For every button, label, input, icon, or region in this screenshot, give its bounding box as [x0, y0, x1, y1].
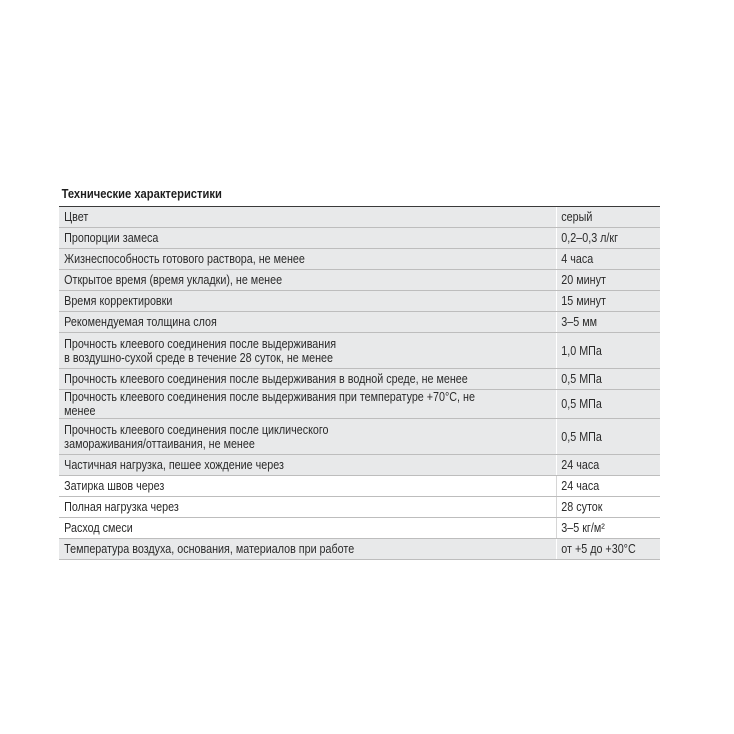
spec-value-cell: [556, 312, 660, 333]
spec-name-cell: [59, 333, 556, 369]
spec-value: 0,5 МПа: [560, 372, 602, 386]
spec-name-cell: [59, 291, 556, 312]
spec-value-cell: [556, 539, 660, 560]
spec-value-cell: [556, 249, 660, 270]
table-row: [59, 539, 660, 560]
spec-name: Прочность клеевого соединения после циклического замораживания/оттаивания, не менее: [64, 422, 329, 451]
specifications-table: [59, 207, 660, 560]
specifications-block: [59, 182, 660, 560]
spec-value: 4 часа: [560, 252, 593, 266]
spec-value-cell: [556, 419, 660, 455]
spec-value-cell: [556, 518, 660, 539]
spec-value-cell: [556, 369, 660, 390]
spec-name-cell: [59, 270, 556, 291]
spec-name: Пропорции замеса: [64, 231, 159, 245]
spec-value: 1,0 МПа: [560, 343, 602, 358]
spec-name-cell: [59, 312, 556, 333]
spec-value: 24 часа: [560, 458, 599, 472]
spec-value: 28 суток: [560, 500, 602, 514]
spec-value: от +5 до +30°С: [560, 542, 636, 556]
table-row: [59, 455, 660, 476]
specifications-title: Технические характеристики: [61, 186, 222, 201]
spec-value-cell: [556, 476, 660, 497]
spec-value: 15 минут: [560, 294, 606, 308]
spec-name-cell: [59, 369, 556, 390]
spec-value: 0,5 МПа: [560, 429, 602, 444]
spec-name: Время корректировки: [64, 294, 173, 308]
spec-value: 3–5 кг/м²: [560, 521, 605, 535]
spec-value-cell: [556, 497, 660, 518]
table-row: [59, 270, 660, 291]
table-row: [59, 369, 660, 390]
spec-name: Жизнеспособность готового раствора, не менее: [64, 252, 305, 266]
spec-name-cell: [59, 455, 556, 476]
spec-name-cell: [59, 476, 556, 497]
spec-name: Рекомендуемая толщина слоя: [64, 315, 217, 329]
spec-name-cell: [59, 390, 556, 419]
spec-name: Прочность клеевого соединения после выдерживания в воздушно-сухой среде в течение 28 суток, не менее: [64, 336, 337, 365]
table-row: [59, 207, 660, 228]
spec-name-cell: [59, 497, 556, 518]
table-row: [59, 497, 660, 518]
spec-value-cell: [556, 291, 660, 312]
spec-value-cell: [556, 207, 660, 228]
spec-name-cell: [59, 207, 556, 228]
spec-value-cell: [556, 270, 660, 291]
table-row: [59, 333, 660, 369]
table-row: [59, 312, 660, 333]
spec-name-cell: [59, 518, 556, 539]
spec-name-cell: [59, 228, 556, 249]
spec-name: Полная нагрузка через: [64, 500, 179, 514]
spec-value: 20 минут: [560, 273, 606, 287]
spec-value-cell: [556, 228, 660, 249]
spec-value: 0,2–0,3 л/кг: [560, 231, 618, 245]
spec-name-cell: [59, 249, 556, 270]
table-row: [59, 476, 660, 497]
spec-name: Затирка швов через: [64, 479, 165, 493]
table-row: [59, 249, 660, 270]
spec-name-cell: [59, 419, 556, 455]
spec-name: Частичная нагрузка, пешее хождение через: [64, 458, 284, 472]
table-row: [59, 228, 660, 249]
spec-name: Цвет: [64, 210, 89, 224]
table-row: [59, 518, 660, 539]
spec-name: Прочность клеевого соединения после выдерживания в водной среде, не менее: [64, 372, 468, 386]
spec-value: серый: [560, 210, 592, 224]
spec-name: Температура воздуха, основания, материалов при работе: [64, 542, 355, 556]
spec-name: Прочность клеевого соединения после выдерживания при температуре +70°С, не менее: [64, 390, 475, 418]
spec-name: Расход смеси: [64, 521, 133, 535]
spec-name: Открытое время (время укладки), не менее: [64, 273, 283, 287]
spec-value-cell: [556, 390, 660, 419]
spec-value: 3–5 мм: [560, 315, 597, 329]
table-row: [59, 390, 660, 419]
table-row: [59, 291, 660, 312]
spec-value: 24 часа: [560, 479, 599, 493]
spec-name-cell: [59, 539, 556, 560]
spec-value-cell: [556, 455, 660, 476]
spec-value: 0,5 МПа: [560, 397, 602, 411]
spec-value-cell: [556, 333, 660, 369]
table-row: [59, 419, 660, 455]
